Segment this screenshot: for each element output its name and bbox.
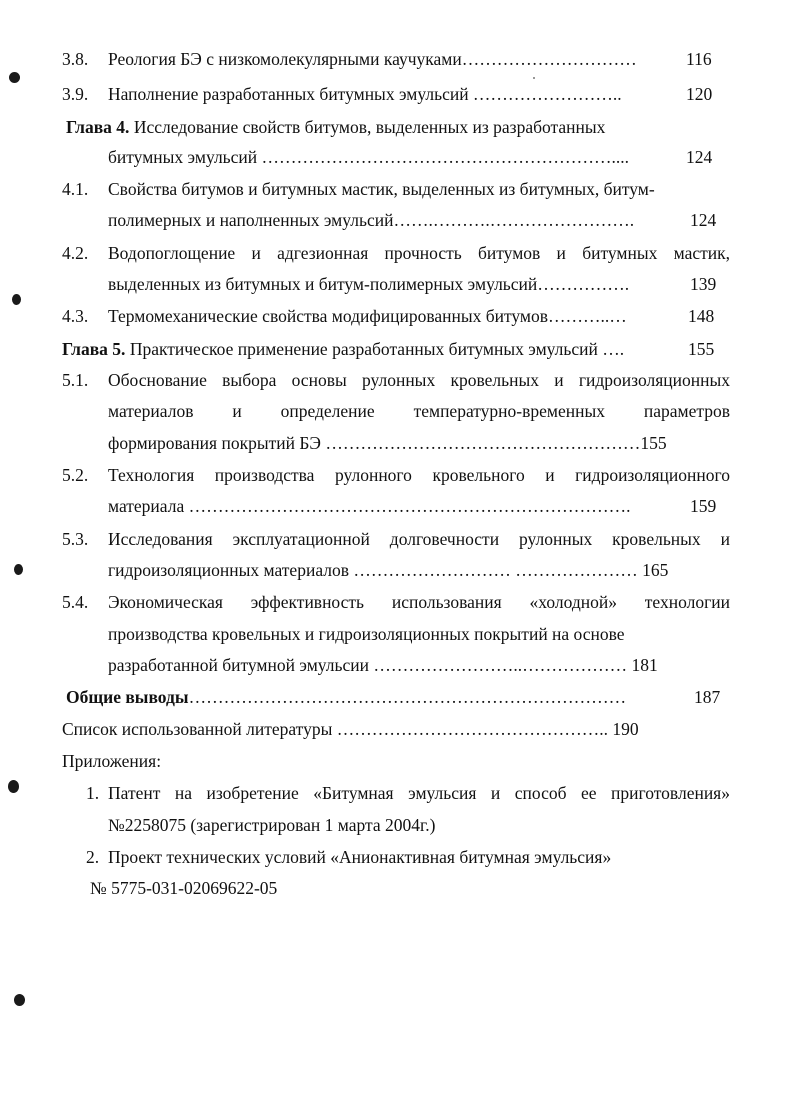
toc-entry-5-1-line3: формирования покрытий БЭ ………………………………………………155 xyxy=(108,433,667,453)
scan-mark xyxy=(14,994,25,1006)
toc-entry-4-1-line2: полимерных и наполненных эмульсий…….……….……………………. xyxy=(108,210,635,230)
toc-num-5-4: 5.4. xyxy=(62,592,89,612)
scan-mark xyxy=(8,780,19,793)
chapter-5-title: Практическое применение разработанных битумных эмульсий …. xyxy=(125,339,625,359)
appendix-1-line2: №2258075 (зарегистрирован 1 марта 2004г.) xyxy=(108,815,436,835)
toc-chapter-4-line2: битумных эмульсий …………………………………………………….... xyxy=(108,147,630,167)
toc-entry-5-1-line2: материалов и определение температурно-временных параметров xyxy=(108,401,730,421)
toc-entry-5-4-line2: производства кровельных и гидроизоляционных покрытий на основе xyxy=(108,624,625,644)
toc-chapter-4[interactable] xyxy=(66,116,605,138)
toc-entry-3-9[interactable]: Наполнение разработанных битумных эмульсий …………………….. xyxy=(108,84,622,104)
toc-num-5-3: 5.3. xyxy=(62,529,89,549)
appendix-1-line1: Патент на изобретение «Битумная эмульсия и способ ее приготовления» xyxy=(108,783,730,803)
toc-entry-3-8[interactable]: Реология БЭ с низкомолекулярными каучуками………………………… xyxy=(108,49,637,69)
toc-page-4-3: 148 xyxy=(688,306,715,326)
toc-num-5-2: 5.2. xyxy=(62,465,89,485)
toc-entry-4-2-line1: Водопоглощение и адгезионная прочность битумов и битумных мастик, xyxy=(108,243,730,263)
conclusions-dots: ………………………………………………………………… xyxy=(188,687,627,707)
chapter-5-label: Глава 5. xyxy=(62,339,126,359)
toc-page-ch5: 155 xyxy=(688,339,715,359)
toc-page-ch4: 124 xyxy=(686,147,713,167)
toc-num-4-1: 4.1. xyxy=(62,179,89,199)
toc-entry-5-2[interactable] xyxy=(108,464,730,486)
scan-mark xyxy=(9,72,20,83)
toc-entry-5-3-line1: Исследования эксплуатационной долговечности рулонных кровельных и xyxy=(108,529,730,549)
toc-page-3-8: 116 xyxy=(686,49,712,69)
toc-entry-4-2[interactable] xyxy=(108,242,730,264)
toc-entry-5-1-l2 xyxy=(108,400,730,422)
appendix-1-num: 1. xyxy=(86,783,100,803)
toc-page-4-2: 139 xyxy=(690,274,717,294)
toc-entry-5-2-line1: Технология производства рулонного кровельного и гидроизоляционного xyxy=(108,465,730,485)
toc-entry-5-3-line2: гидроизоляционных материалов ……………………… ………………… 165 xyxy=(108,560,669,580)
conclusions-label: Общие выводы xyxy=(66,687,189,707)
toc-conclusions[interactable] xyxy=(66,686,626,708)
scan-mark xyxy=(14,564,23,575)
appendix-2-line2: № 5775-031-02069622-05 xyxy=(90,878,278,898)
toc-num-3-9: 3.9. xyxy=(62,84,89,104)
toc-page-3-9: 120 xyxy=(686,84,713,104)
toc-entry-5-4-line1: Экономическая эффективность использования «холодной» технологии xyxy=(108,592,730,612)
toc-entry-4-1[interactable]: Свойства битумов и битумных мастик, выделенных из битумных, битум- xyxy=(108,179,655,199)
toc-page-4-1: 124 xyxy=(690,210,717,230)
scan-mark xyxy=(12,294,21,305)
toc-chapter-5[interactable] xyxy=(62,338,624,360)
toc-entry-5-3[interactable] xyxy=(108,528,730,550)
toc-entry-5-1[interactable] xyxy=(108,369,730,391)
appendix-2[interactable]: Проект технических условий «Анионактивная битумная эмульсия» xyxy=(108,847,612,867)
toc-entry-4-3[interactable]: Термомеханические свойства модифицированных битумов………..… xyxy=(108,306,627,326)
appendix-1[interactable] xyxy=(108,782,730,804)
toc-entry-5-1-line1: Обоснование выбора основы рулонных кровельных и гидроизоляционных xyxy=(108,370,730,390)
toc-num-3-8: 3.8. xyxy=(62,49,89,69)
toc-page-5-2: 159 xyxy=(690,496,717,516)
chapter-4-label: Глава 4. xyxy=(66,117,130,137)
toc-entry-5-4-line3: разработанной битумной эмульсии ……………………..……………… 181 xyxy=(108,655,658,675)
toc-page-conclusions: 187 xyxy=(694,687,721,707)
toc-references[interactable]: Список использованной литературы ……………………………………….. 190 xyxy=(62,719,639,739)
toc-entry-4-2-line2: выделенных из битумных и битум-полимерных эмульсий……………. xyxy=(108,274,630,294)
toc-num-5-1: 5.1. xyxy=(62,370,89,390)
chapter-4-title: Исследование свойств битумов, выделенных из разработанных xyxy=(129,117,606,137)
scan-speck xyxy=(533,77,535,79)
appendix-2-num: 2. xyxy=(86,847,100,867)
toc-entry-5-2-line2: материала …………………………………………………………………. xyxy=(108,496,631,516)
toc-num-4-3: 4.3. xyxy=(62,306,89,326)
appendices-title: Приложения: xyxy=(62,751,162,771)
toc-num-4-2: 4.2. xyxy=(62,243,89,263)
toc-entry-5-4[interactable] xyxy=(108,591,730,613)
